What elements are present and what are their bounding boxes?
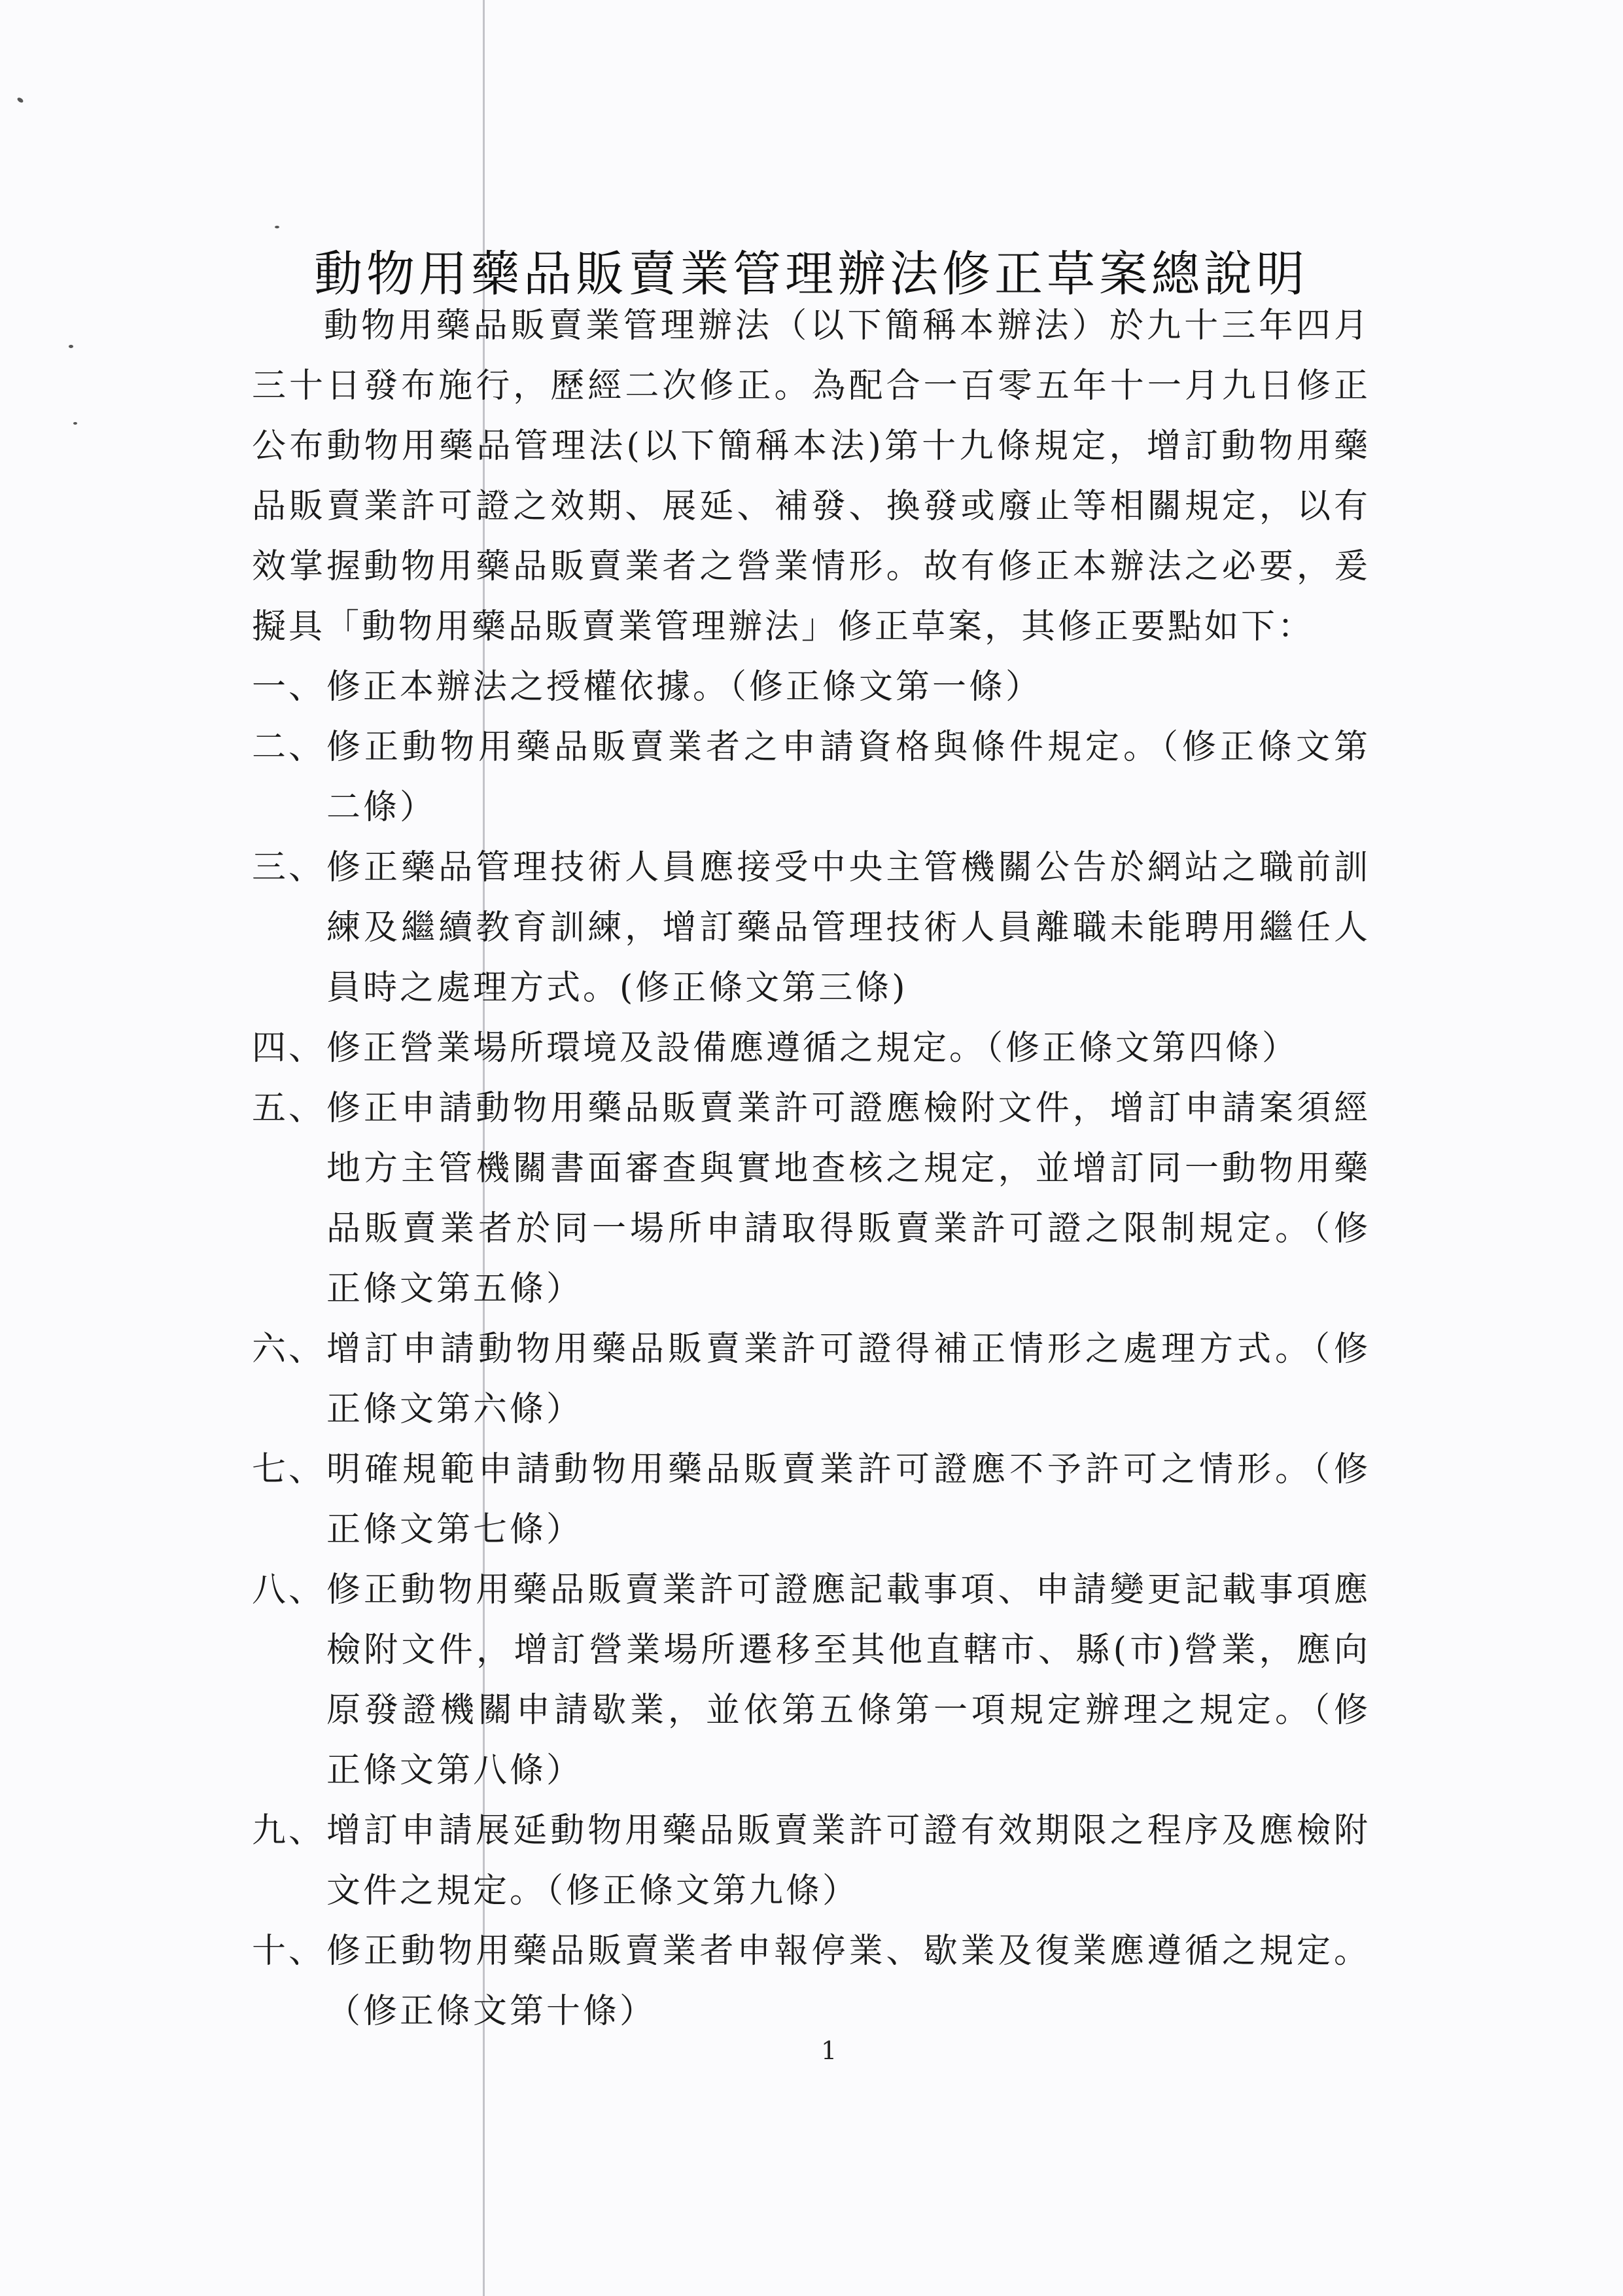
amendment-point-text: 增訂申請展延動物用藥品販賣業許可證有效期限之程序及應檢附文件之規定。（修正條文第九條） — [326, 1811, 1370, 1911]
document-title: 動物用藥品販賣業管理辦法修正草案總說明 — [314, 246, 1308, 302]
amendment-point-number: 一、 — [252, 667, 326, 707]
amendment-point — [252, 1078, 1370, 1319]
scan-speck — [275, 226, 279, 228]
amendment-point — [252, 1018, 1370, 1078]
amendment-point-number: 五、 — [252, 1089, 326, 1128]
amendment-point — [252, 1560, 1370, 1801]
amendment-point-number: 十、 — [252, 1932, 326, 1971]
amendment-point-number: 九、 — [252, 1811, 326, 1850]
amendment-point-number: 二、 — [252, 728, 326, 767]
amendment-point-number: 四、 — [252, 1029, 326, 1068]
amendment-point — [252, 657, 1370, 717]
amendment-point-number: 七、 — [252, 1450, 326, 1489]
amendment-point-text: 修正動物用藥品販賣業者之申請資格與條件規定。（修正條文第二條） — [326, 728, 1370, 827]
scan-speck — [16, 97, 24, 104]
amendment-point-text: 修正營業場所環境及設備應遵循之規定。（修正條文第四條） — [326, 1029, 1299, 1068]
amendment-point-number: 三、 — [252, 848, 326, 887]
amendment-point — [252, 1921, 1370, 2041]
amendment-point-text: 修正動物用藥品販賣業許可證應記載事項、申請變更記載事項應檢附文件，增訂營業場所遷移至其他直轄市、縣(市)營業，應向原發證機關申請歇業，並依第五條第一項規定辦理之規定。（修正條文第八條） — [326, 1570, 1370, 1790]
amendment-point-text: 增訂申請動物用藥品販賣業許可證得補正情形之處理方式。（修正條文第六條） — [326, 1330, 1370, 1429]
amendment-point-text: 修正申請動物用藥品販賣業許可證應檢附文件，增訂申請案須經地方主管機關書面審查與實地查核之規定，並增訂同一動物用藥品販賣業者於同一場所申請取得販賣業許可證之限制規定。（修正條文第五條） — [326, 1089, 1370, 1309]
amendment-point — [252, 838, 1370, 1018]
amendment-point — [252, 1801, 1370, 1921]
amendment-point — [252, 1439, 1370, 1560]
scan-speck — [69, 345, 73, 348]
amendment-point-text: 修正動物用藥品販賣業者申報停業、歇業及復業應遵循之規定。（修正條文第十條） — [326, 1932, 1370, 2031]
page-number: 1 — [821, 2036, 837, 2065]
amendment-point-text: 修正本辦法之授權依據。（修正條文第一條） — [326, 667, 1043, 707]
amendment-point — [252, 717, 1370, 838]
amendment-point-text: 修正藥品管理技術人員應接受中央主管機關公告於網站之職前訓練及繼續教育訓練，增訂藥品管理技術人員離職未能聘用繼任人員時之處理方式。(修正條文第三條) — [326, 848, 1370, 1008]
amendment-point-number: 八、 — [252, 1570, 326, 1610]
amendment-point-number: 六、 — [252, 1330, 326, 1369]
scan-speck — [73, 422, 77, 425]
amendment-point-text: 明確規範申請動物用藥品販賣業許可證應不予許可之情形。（修正條文第七條） — [326, 1450, 1370, 1549]
intro-paragraph: 動物用藥品販賣業管理辦法（以下簡稱本辦法）於九十三年四月三十日發布施行，歷經二次修正。為配合一百零五年十一月九日修正公布動物用藥品管理法(以下簡稱本法)第十九條規定，增訂動物用藥品販賣業許可證之效期、展延、補發、換發或廢止等相關規定，以有效掌握動物用藥品販賣業者之營業情形。故有修正本辦法之必要，爰擬具「動物用藥品販賣業管理辦法」修正草案，其修正要點如下： — [252, 306, 1370, 646]
amendment-point — [252, 1319, 1370, 1439]
amendment-points-list — [252, 657, 1370, 2041]
